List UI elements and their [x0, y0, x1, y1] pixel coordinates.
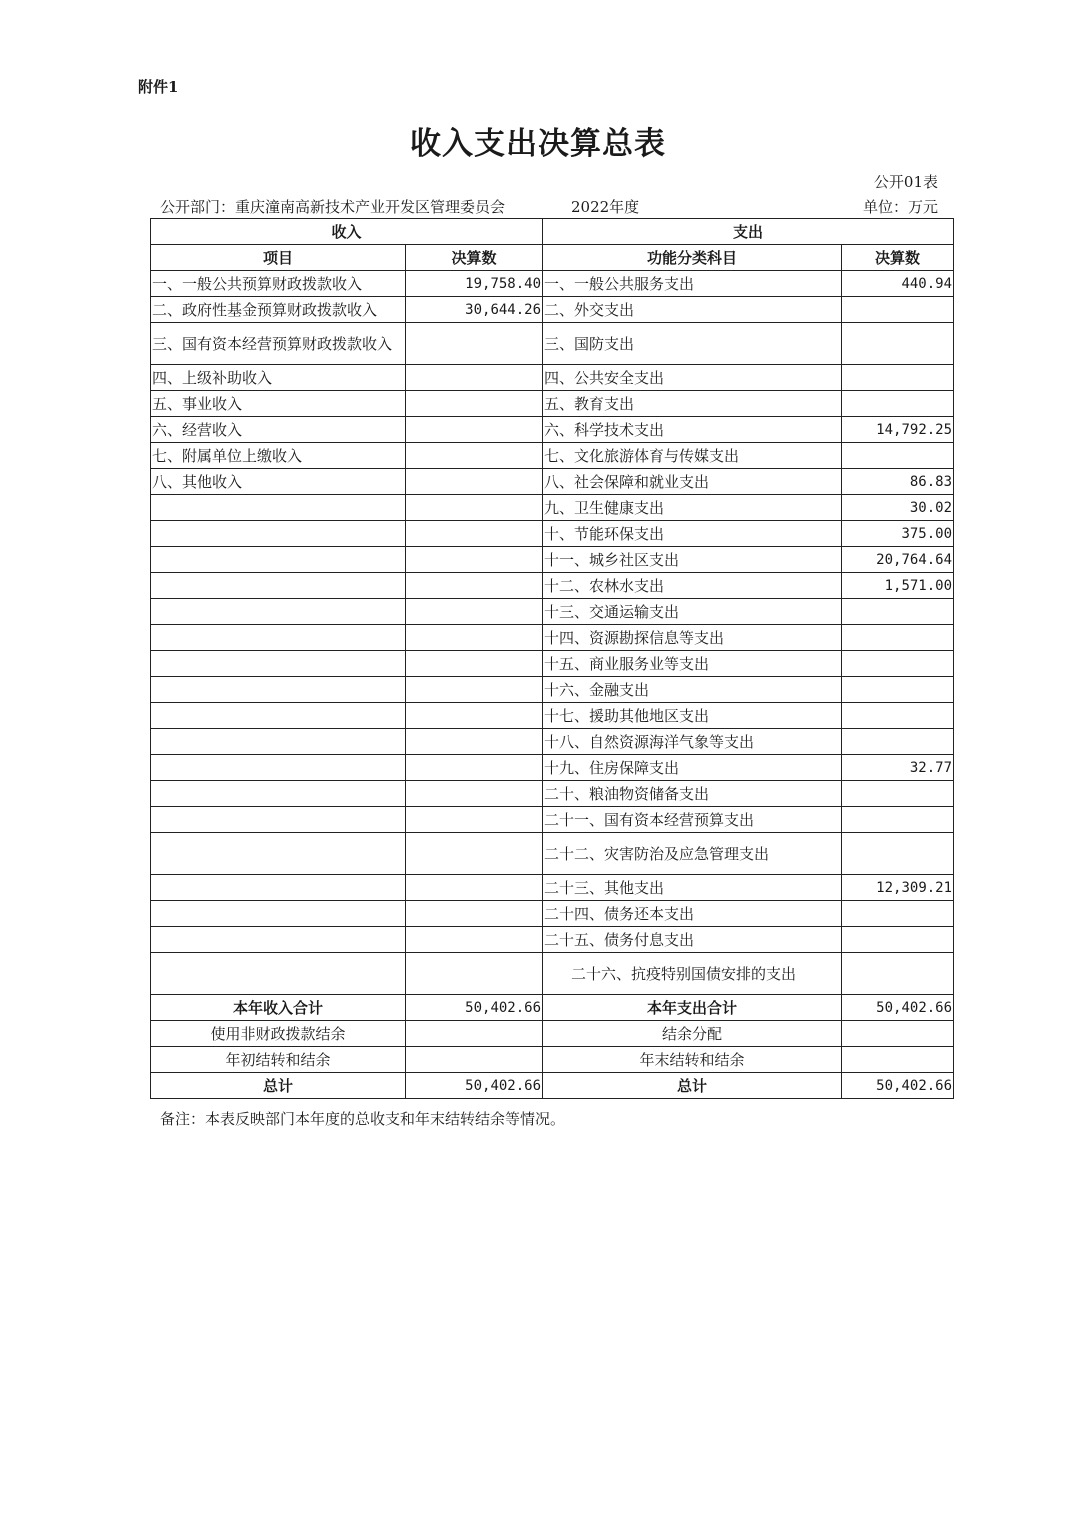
- income-section-header: 收入: [151, 219, 543, 245]
- department-label: 公开部门：重庆潼南高新技术产业开发区管理委员会: [160, 198, 506, 216]
- table-row: [151, 573, 954, 599]
- expense-amount-cell: [842, 651, 954, 677]
- expense-amount-cell: [842, 443, 954, 469]
- expense-item-cell: 十八、自然资源海洋气象等支出: [543, 729, 842, 755]
- income-item-cell: [151, 875, 406, 901]
- table-code: 公开01表: [873, 173, 938, 191]
- income-amount-cell: [406, 927, 543, 953]
- summary-expense-amount: 50,402.66: [842, 1073, 954, 1099]
- expense-amount-cell: 1,571.00: [842, 573, 954, 599]
- income-amount-cell: [406, 443, 543, 469]
- summary-expense-amount: 50,402.66: [842, 995, 954, 1021]
- expense-amount-cell: [842, 953, 954, 995]
- expense-item-cell: 九、卫生健康支出: [543, 495, 842, 521]
- income-item-cell: 三、国有资本经营预算财政拨款收入: [151, 323, 406, 365]
- income-amount-cell: [406, 755, 543, 781]
- expense-amount-cell: [842, 625, 954, 651]
- income-item-cell: [151, 807, 406, 833]
- income-item-cell: [151, 953, 406, 995]
- income-item-cell: 二、政府性基金预算财政拨款收入: [151, 297, 406, 323]
- summary-income-amount: [406, 1021, 543, 1047]
- expense-amount-cell: [842, 807, 954, 833]
- table-body: [151, 219, 954, 1099]
- table-row: [151, 875, 954, 901]
- expense-amount-cell: [842, 599, 954, 625]
- table-row: [151, 365, 954, 391]
- expense-amount-cell: [842, 703, 954, 729]
- expense-item-cell: 十一、城乡社区支出: [543, 547, 842, 573]
- income-amount-cell: [406, 417, 543, 443]
- table-row: [151, 927, 954, 953]
- summary-expense-amount: [842, 1047, 954, 1073]
- income-amount-cell: [406, 677, 543, 703]
- table-row: [151, 495, 954, 521]
- income-item-cell: [151, 547, 406, 573]
- table-row: [151, 703, 954, 729]
- expense-item-cell: 二十、粮油物资储备支出: [543, 781, 842, 807]
- income-amount-cell: [406, 625, 543, 651]
- table-row: [151, 547, 954, 573]
- income-item-cell: [151, 729, 406, 755]
- income-item-cell: [151, 703, 406, 729]
- income-item-cell: [151, 901, 406, 927]
- income-item-cell: [151, 651, 406, 677]
- expense-item-cell: 三、国防支出: [543, 323, 842, 365]
- fiscal-year: 2022年度: [571, 198, 640, 216]
- expense-item-cell: 二十五、债务付息支出: [543, 927, 842, 953]
- expense-amount-cell: 20,764.64: [842, 547, 954, 573]
- income-item-cell: [151, 599, 406, 625]
- income-amount-cell: [406, 729, 543, 755]
- income-item-cell: [151, 495, 406, 521]
- table-row: [151, 271, 954, 297]
- summary-expense-label: 结余分配: [543, 1021, 842, 1047]
- expense-item-cell: 十、节能环保支出: [543, 521, 842, 547]
- expense-item-cell: 二、外交支出: [543, 297, 842, 323]
- footnote: 备注：本表反映部门本年度的总收支和年末结转结余等情况。: [160, 1110, 566, 1128]
- item-column-header: 项目: [151, 245, 406, 271]
- income-expense-table: [150, 218, 954, 1099]
- summary-income-amount: 50,402.66: [406, 1073, 543, 1099]
- table-row: [151, 833, 954, 875]
- expense-amount-cell: [842, 323, 954, 365]
- summary-expense-amount: [842, 1021, 954, 1047]
- table-row: [151, 677, 954, 703]
- attachment-label: 附件1: [138, 78, 179, 96]
- income-item-cell: [151, 755, 406, 781]
- table-row: [151, 807, 954, 833]
- income-amount-cell: [406, 833, 543, 875]
- expense-item-cell: 十九、住房保障支出: [543, 755, 842, 781]
- income-amount-cell: [406, 365, 543, 391]
- summary-income-label: 使用非财政拨款结余: [151, 1021, 406, 1047]
- table-row: [151, 901, 954, 927]
- expense-item-cell: 十二、农林水支出: [543, 573, 842, 599]
- table-row: [151, 651, 954, 677]
- income-amount-cell: 30,644.26: [406, 297, 543, 323]
- income-item-cell: [151, 927, 406, 953]
- expense-item-cell: 二十三、其他支出: [543, 875, 842, 901]
- expense-item-cell: 四、公共安全支出: [543, 365, 842, 391]
- table-row: [151, 417, 954, 443]
- expense-item-cell: 二十六、抗疫特别国债安排的支出: [543, 953, 842, 995]
- income-item-cell: [151, 573, 406, 599]
- summary-expense-label: 本年支出合计: [543, 995, 842, 1021]
- income-amount-cell: [406, 599, 543, 625]
- expense-amount-cell: [842, 729, 954, 755]
- summary-income-amount: [406, 1047, 543, 1073]
- table-row: [151, 729, 954, 755]
- summary-expense-label: 年末结转和结余: [543, 1047, 842, 1073]
- expense-item-cell: 十三、交通运输支出: [543, 599, 842, 625]
- expense-item-cell: 十七、援助其他地区支出: [543, 703, 842, 729]
- expense-amount-cell: [842, 297, 954, 323]
- function-class-column-header: 功能分类科目: [543, 245, 842, 271]
- expense-amount-cell: [842, 927, 954, 953]
- expense-amount-cell: 375.00: [842, 521, 954, 547]
- summary-expense-label: 总计: [543, 1073, 842, 1099]
- summary-income-label: 年初结转和结余: [151, 1047, 406, 1073]
- summary-row: [151, 1073, 954, 1099]
- expense-amount-cell: [842, 901, 954, 927]
- income-item-cell: 五、事业收入: [151, 391, 406, 417]
- income-amount-cell: [406, 547, 543, 573]
- income-amount-cell: 19,758.40: [406, 271, 543, 297]
- table-row: [151, 297, 954, 323]
- income-item-cell: 八、其他收入: [151, 469, 406, 495]
- income-item-cell: 六、经营收入: [151, 417, 406, 443]
- income-amount-cell: [406, 495, 543, 521]
- expense-item-cell: 二十四、债务还本支出: [543, 901, 842, 927]
- table-row: [151, 391, 954, 417]
- expense-item-cell: 二十二、灾害防治及应急管理支出: [543, 833, 842, 875]
- expense-amount-column-header: 决算数: [842, 245, 954, 271]
- income-item-cell: [151, 781, 406, 807]
- table-row: [151, 443, 954, 469]
- expense-amount-cell: 12,309.21: [842, 875, 954, 901]
- income-amount-cell: [406, 807, 543, 833]
- income-amount-cell: [406, 703, 543, 729]
- income-amount-cell: [406, 573, 543, 599]
- income-item-cell: 四、上级补助收入: [151, 365, 406, 391]
- income-item-cell: [151, 833, 406, 875]
- expense-item-cell: 十六、金融支出: [543, 677, 842, 703]
- page-title: 收入支出决算总表: [410, 126, 666, 162]
- table-row: [151, 781, 954, 807]
- expense-item-cell: 五、教育支出: [543, 391, 842, 417]
- expense-amount-cell: [842, 833, 954, 875]
- expense-item-cell: 六、科学技术支出: [543, 417, 842, 443]
- expense-item-cell: 七、文化旅游体育与传媒支出: [543, 443, 842, 469]
- expense-amount-cell: 32.77: [842, 755, 954, 781]
- section-header-row: [151, 219, 954, 245]
- expense-amount-cell: [842, 391, 954, 417]
- income-amount-cell: [406, 391, 543, 417]
- income-amount-cell: [406, 953, 543, 995]
- table-row: [151, 521, 954, 547]
- income-amount-cell: [406, 323, 543, 365]
- table-row: [151, 323, 954, 365]
- expense-item-cell: 二十一、国有资本经营预算支出: [543, 807, 842, 833]
- expense-amount-cell: 440.94: [842, 271, 954, 297]
- income-item-cell: [151, 625, 406, 651]
- unit-label: 单位：万元: [862, 198, 938, 216]
- expense-amount-cell: 86.83: [842, 469, 954, 495]
- table-row: [151, 599, 954, 625]
- expense-amount-cell: 14,792.25: [842, 417, 954, 443]
- expense-amount-cell: 30.02: [842, 495, 954, 521]
- income-amount-cell: [406, 901, 543, 927]
- income-item-cell: [151, 677, 406, 703]
- income-amount-cell: [406, 651, 543, 677]
- expense-amount-cell: [842, 677, 954, 703]
- summary-income-amount: 50,402.66: [406, 995, 543, 1021]
- expense-section-header: 支出: [543, 219, 954, 245]
- expense-amount-cell: [842, 781, 954, 807]
- table-row: [151, 755, 954, 781]
- table-row: [151, 625, 954, 651]
- summary-row: [151, 1047, 954, 1073]
- income-amount-cell: [406, 781, 543, 807]
- expense-item-cell: 十五、商业服务业等支出: [543, 651, 842, 677]
- table-row: [151, 953, 954, 995]
- income-amount-cell: [406, 469, 543, 495]
- expense-item-cell: 十四、资源勘探信息等支出: [543, 625, 842, 651]
- expense-item-cell: 一、一般公共服务支出: [543, 271, 842, 297]
- column-header-row: [151, 245, 954, 271]
- summary-income-label: 本年收入合计: [151, 995, 406, 1021]
- income-item-cell: 七、附属单位上缴收入: [151, 443, 406, 469]
- income-amount-column-header: 决算数: [406, 245, 543, 271]
- summary-income-label: 总计: [151, 1073, 406, 1099]
- income-amount-cell: [406, 521, 543, 547]
- expense-amount-cell: [842, 365, 954, 391]
- income-amount-cell: [406, 875, 543, 901]
- expense-item-cell: 八、社会保障和就业支出: [543, 469, 842, 495]
- summary-row: [151, 1021, 954, 1047]
- summary-row: [151, 995, 954, 1021]
- table-row: [151, 469, 954, 495]
- income-item-cell: [151, 521, 406, 547]
- income-item-cell: 一、一般公共预算财政拨款收入: [151, 271, 406, 297]
